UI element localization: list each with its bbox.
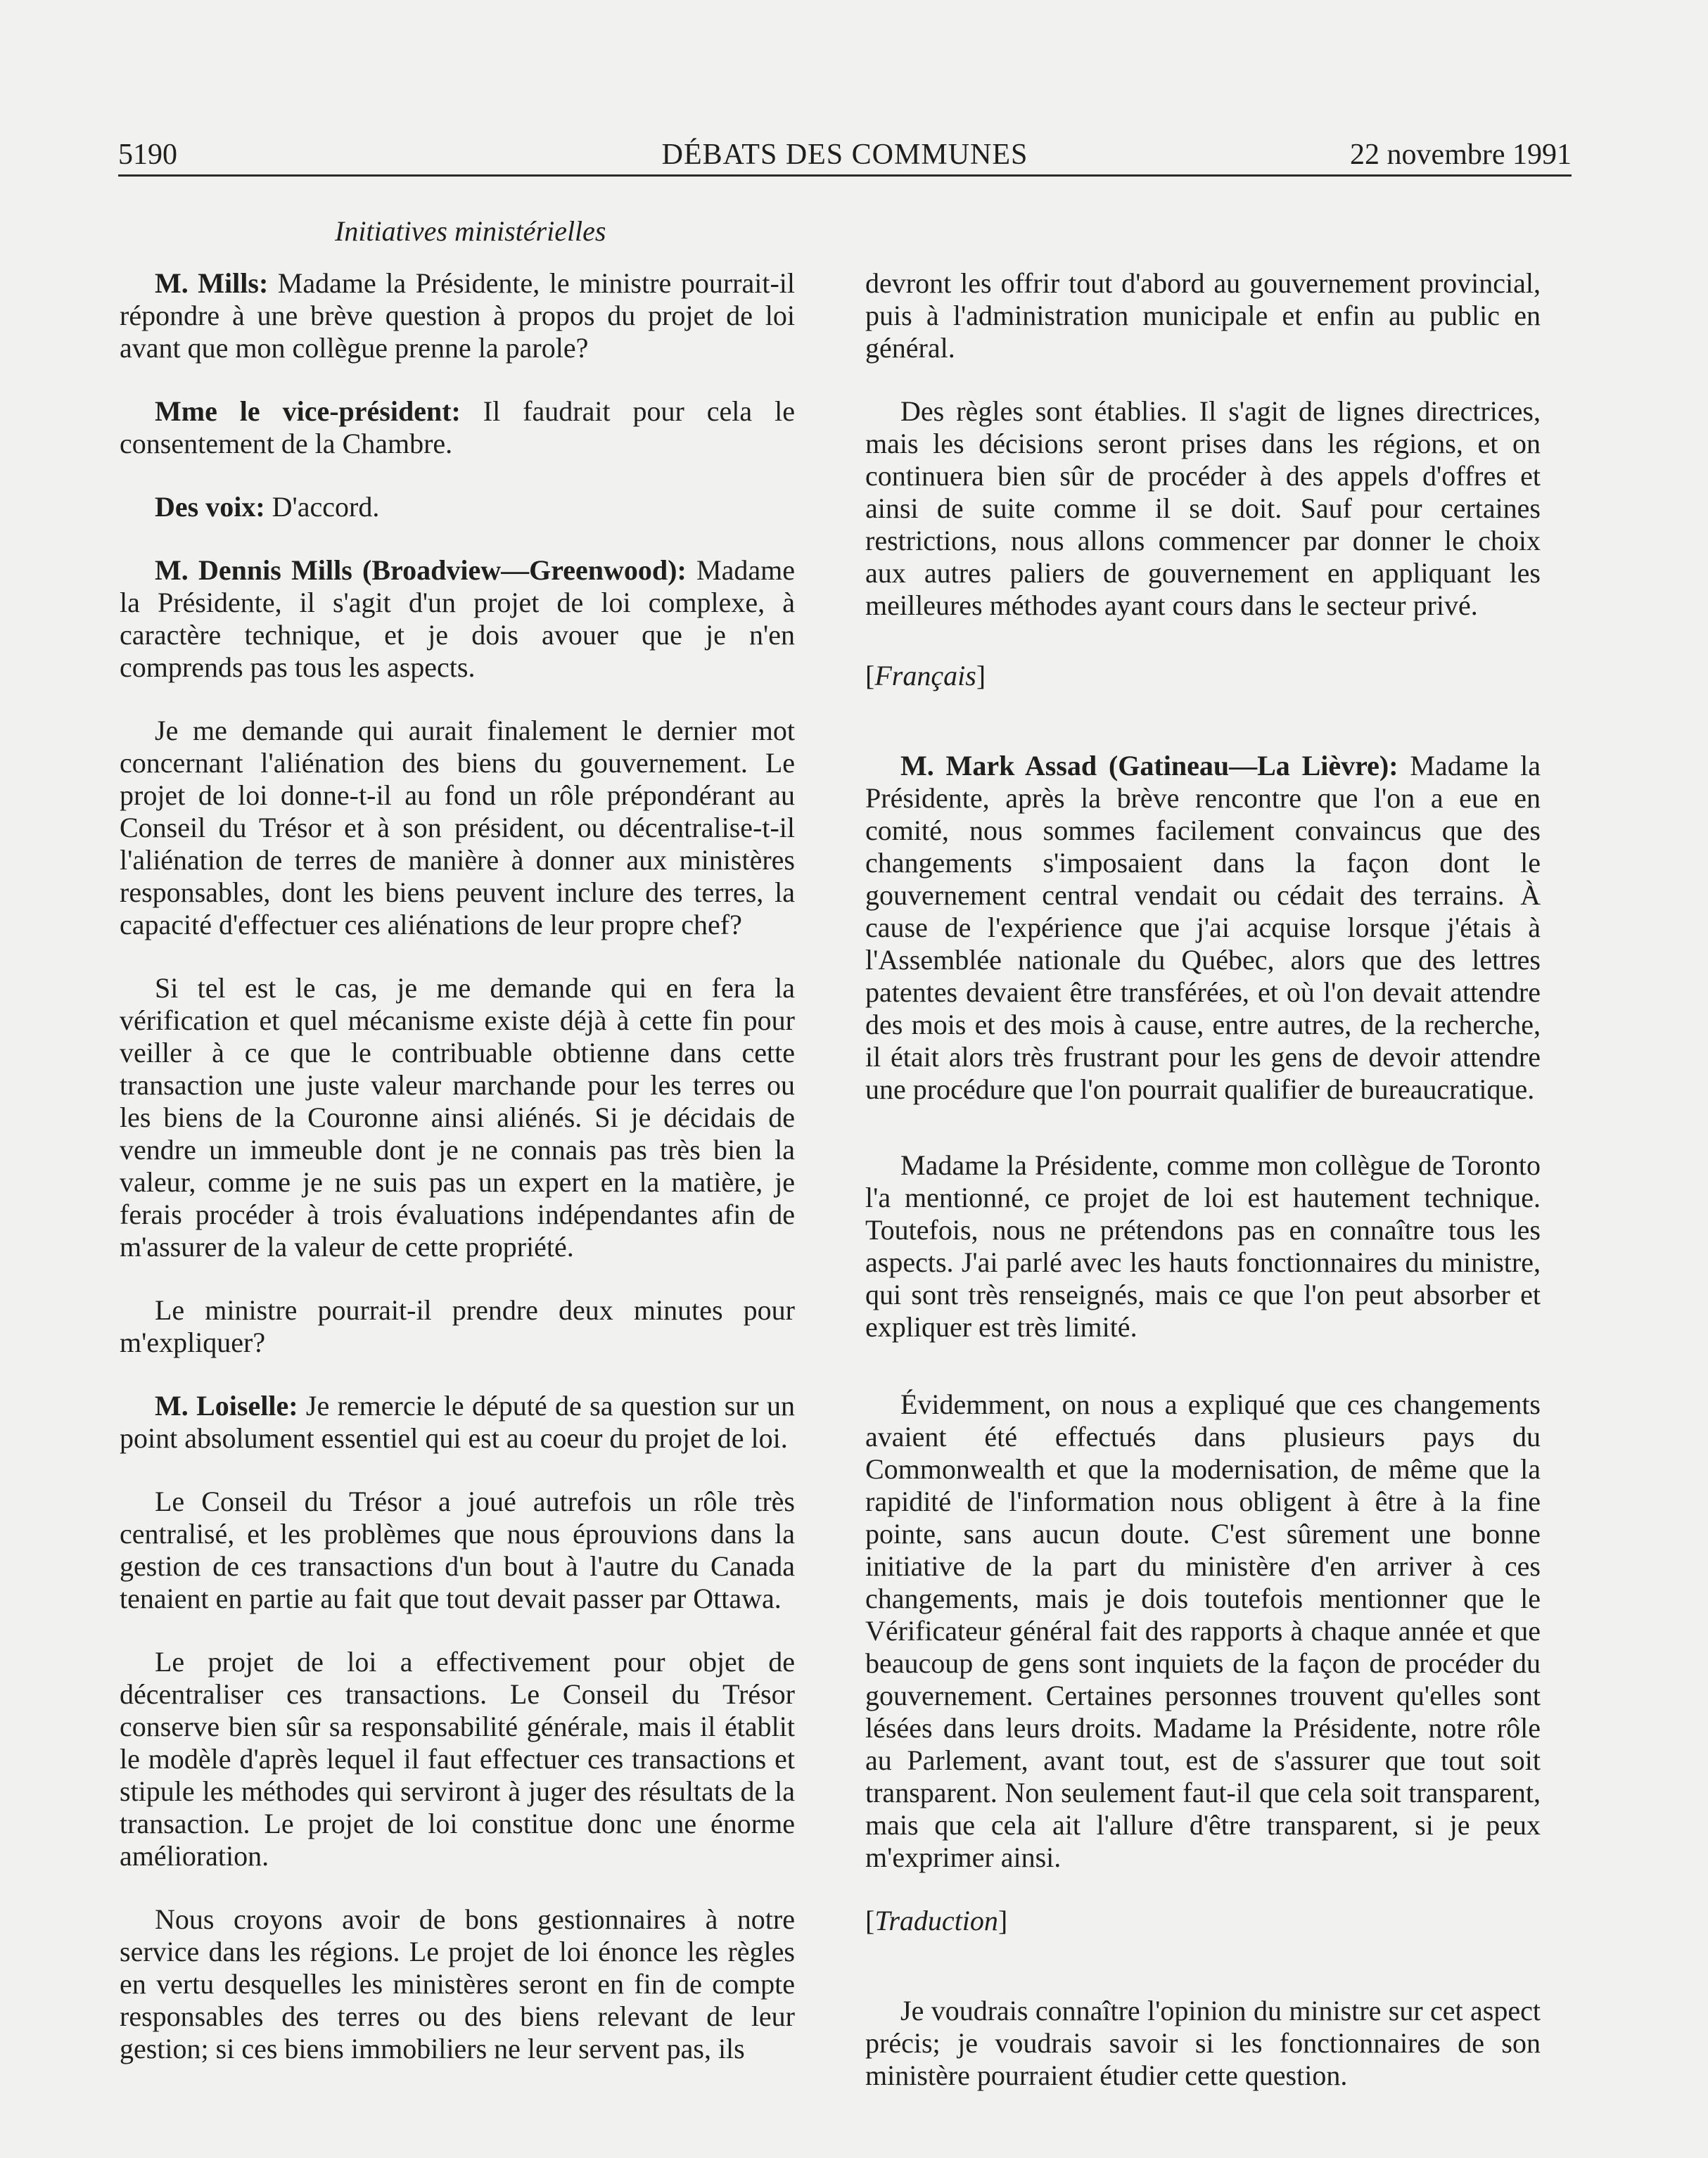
paragraph [120,267,795,364]
paragraph [865,1388,1541,1874]
paragraph-text: Madame la Présidente, après la brève rencontre que l'on a eue en comité, nous sommes facilement convaincus que des changements s'imposaient dans la façon dont le gouvernement central vendait ou cédait des terrains. À cause de l'expérience que j'ai acquise lorsque j'étais à l'Assemblée nationale du Québec, alors que des lettres patentes devaient être transférées, et où l'on devait attendre des mois et des mois à cause, entre autres, de la recherche, il était alors très frustrant pour les gens de devoir attendre une procédure que l'on pourrait qualifier de bureaucratique. [865,750,1541,1105]
speaker-name: M. Dennis Mills (Broadview—Greenwood): [155,554,687,586]
speaker-name: M. Loiselle: [155,1390,298,1422]
left-paragraphs [120,267,795,2065]
section-title: Initiatives ministérielles [335,215,606,247]
paragraph [120,554,795,684]
paragraph [120,1294,795,1359]
paragraph-text: Je me demande qui aurait finalement le dernier mot concernant l'aliénation des biens du gouvernement. Le projet de loi donne-t-il au fond un rôle prépondérant au Conseil du Trésor et à son président, ou décentralise-t-il l'aliénation de terres de manière à donner aux ministères responsables, dont les biens peuvent inclure des terres, la capacité d'effectuer ces aliénations de leur propre chef? [120,715,795,940]
page-number: 5190 [118,139,177,171]
paragraph-text: Madame la Présidente, le ministre pourrait-il répondre à une brève question à propos du projet de loi avant que mon collègue prenne la parole? [120,267,795,364]
paragraph [120,972,795,1263]
right-column [865,267,1541,2123]
paragraph-text: D'accord. [265,491,380,523]
paragraph [865,267,1541,364]
paragraph-text: Je voudrais connaître l'opinion du ministre sur cet aspect précis; je voudrais savoir si les fonctionnaires de son ministère pourraient étudier cette question. [865,1995,1541,2091]
paragraph [120,1390,795,1455]
paragraph-text: Le projet de loi a effectivement pour objet de décentraliser ces transactions. Le Conseil du Trésor conserve bien sûr sa responsabilité générale, mais il établit le modèle d'après lequel il faut effectuer ces transactions et stipule les méthodes qui serviront à juger des résultats de la transaction. Le projet de loi constitue donc une énorme amélioration. [120,1646,795,1872]
paragraph [120,715,795,941]
paragraph-text: Madame la Présidente, il s'agit d'un projet de loi complexe, à caractère technique, et je dois avouer que je n'en comprends pas tous les aspects. [120,554,795,683]
paragraph [865,750,1541,1106]
bracket-close: ] [998,1905,1008,1936]
paragraph-text: Le ministre pourrait-il prendre deux minutes pour m'expliquer? [120,1294,795,1358]
journal-title: DÉBATS DES COMMUNES [661,139,1028,171]
paragraph-text: Il faudrait pour cela le consentement de la Chambre. [120,395,795,459]
language-marker [865,1905,1541,1937]
paragraph-text: Le Conseil du Trésor a joué autrefois un rôle très centralisé, et les problèmes que nous éprouvions dans la gestion de ces transactions d'un bout à l'autre du Canada tenaient en partie au fait que tout devait passer par Ottawa. [120,1486,795,1614]
bracket-open: [ [865,660,875,691]
paragraph [120,1486,795,1615]
paragraph-text: devront les offrir tout d'abord au gouvernement provincial, puis à l'administration municipale et enfin au public en général. [865,267,1541,364]
speaker-name: Des voix: [155,491,265,523]
language-marker [865,660,1541,692]
language-label: Français [874,660,976,691]
speaker-name: Mme le vice-président: [155,395,461,427]
paragraph-text: Nous croyons avoir de bons gestionnaires à notre service dans les régions. Le projet de loi énonce les règles en vertu desquelles les ministères seront en fin de compte responsables des terres ou des biens relevant de leur gestion; si ces biens immobiliers ne leur servent pas, ils [120,1903,795,2064]
paragraph [865,1149,1541,1343]
paragraph-text: Je remercie le député de sa question sur un point absolument essentiel qui est au coeur du projet de loi. [120,1390,795,1454]
left-column [120,211,795,2096]
bracket-open: [ [865,1905,875,1936]
paragraph [120,1646,795,1872]
speaker-name: M. Mark Assad (Gatineau—La Lièvre): [900,750,1398,781]
language-label: Traduction [874,1905,998,1936]
paragraph-text: Madame la Présidente, comme mon collègue de Toronto l'a mentionné, ce projet de loi est hautement technique. Toutefois, nous ne prétendons pas en connaître tous les aspects. J'ai parlé avec les hauts fonctionnaires du ministre, qui sont très renseignés, mais ce que l'on peut absorber et expliquer est très limité. [865,1149,1541,1343]
paragraph [120,491,795,523]
paragraph [865,1995,1541,2092]
paragraph-text: Si tel est le cas, je me demande qui en fera la vérification et quel mécanisme existe déjà à cette fin pour veiller à ce que le contribuable obtienne dans cette transaction une juste valeur marchande pour les terres ou les biens de la Couronne ainsi aliénés. Si je décidais de vendre un immeuble dont je ne connais pas très bien la valeur, comme je ne suis pas un expert en la matière, je ferais procéder à trois évaluations indépendantes afin de m'assurer de la valeur de cette propriété. [120,972,795,1263]
bracket-close: ] [976,660,986,691]
speaker-name: M. Mills: [155,267,269,299]
page-header [118,135,1572,177]
paragraph [120,395,795,460]
paragraph [865,395,1541,622]
paragraph-text: Des règles sont établies. Il s'agit de lignes directrices, mais les décisions seront prises dans les régions, et on continuera bien sûr de procéder à des appels d'offres et ainsi de suite comme il se doit. Sauf pour certaines restrictions, nous allons commencer par donner le choix aux autres paliers de gouvernement en appliquant les meilleures méthodes ayant cours dans le secteur privé. [865,395,1541,621]
page-date: 22 novembre 1991 [1350,139,1572,171]
paragraph-text: Évidemment, on nous a expliqué que ces changements avaient été effectués dans plusieurs pays du Commonwealth et que la modernisation, de même que la rapidité de l'information nous obligent à être à la fine pointe, sans aucun doute. C'est sûrement une bonne initiative de la part du ministère d'en arriver à ces changements, mais je dois toutefois mentionner que le Vérificateur général fait des rapports à chaque année et que beaucoup de gens sont inquiets de la façon de procéder du gouvernement. Certaines personnes trouvent qu'elles sont lésées dans leurs droits. Madame la Présidente, notre rôle au Parlement, avant tout, est de s'assurer que tout soit transparent. Non seulement faut-il que cela soit transparent, mais que cela ait l'allure d'être transparent, si je peux m'exprimer ainsi. [865,1388,1541,1873]
paragraph [120,1903,795,2065]
